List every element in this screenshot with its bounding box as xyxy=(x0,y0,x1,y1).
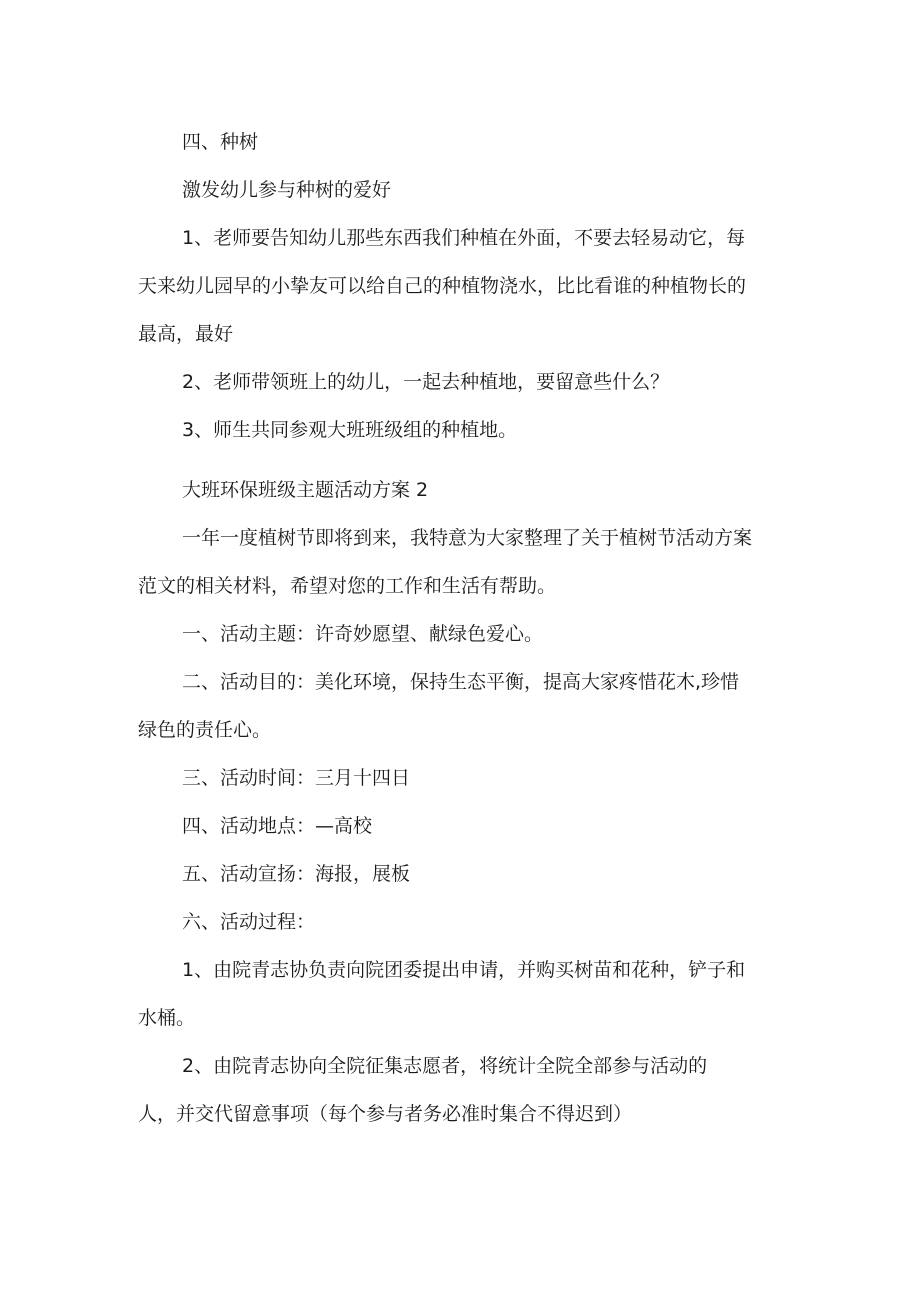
process1-line1: 1、由院青志协负责向院团委提出申请，并购买树苗和花种，铲子和 xyxy=(182,959,746,981)
purpose-line2: 绿色的责任心。 xyxy=(138,719,272,741)
activity-time: 三、活动时间：三月十四日 xyxy=(182,767,411,789)
process1-line2: 水桶。 xyxy=(138,1007,196,1029)
item2: 2、老师带领班上的幼儿，一起去种植地，要留意些什么？ xyxy=(182,371,670,393)
item1-line1: 1、老师要告知幼儿那些东西我们种植在外面，不要去轻易动它，每 xyxy=(182,227,746,249)
activity-place: 四、活动地点：—高校 xyxy=(182,815,373,837)
process2-line2: 人，并交代留意事项（每个参与者务必准时集合不得迟到） xyxy=(138,1103,633,1125)
plan2-title: 大班环保班级主题活动方案 2 xyxy=(182,479,429,501)
item1-line3: 最高，最好 xyxy=(138,323,234,345)
item1-line2: 天来幼儿园早的小挚友可以给自己的种植物浇水，比比看谁的种植物长的 xyxy=(138,275,747,297)
activity-theme: 一、活动主题：许奇妙愿望、献绿色爱心。 xyxy=(182,623,544,645)
purpose-line1: 二、活动目的：美化环境，保持生态平衡，提高大家疼惜花木,珍惜 xyxy=(182,671,740,693)
activity-process: 六、活动过程： xyxy=(182,911,316,933)
spacer xyxy=(138,454,788,466)
section-four-title: 四、种树 xyxy=(182,131,259,153)
intro-line2: 范文的相关材料，希望对您的工作和生活有帮助。 xyxy=(138,575,557,597)
intro-line1: 一年一度植树节即将到来，我特意为大家整理了关于植树节活动方案 xyxy=(182,527,753,549)
section-four-goal: 激发幼儿参与种树的爱好 xyxy=(182,179,392,201)
document-body xyxy=(138,118,788,1138)
activity-promo: 五、活动宣扬：海报，展板 xyxy=(182,863,411,885)
item3: 3、师生共同参观大班班级组的种植地。 xyxy=(182,419,518,441)
process2-line1: 2、由院青志协向全院征集志愿者，将统计全院全部参与活动的 xyxy=(182,1055,708,1077)
